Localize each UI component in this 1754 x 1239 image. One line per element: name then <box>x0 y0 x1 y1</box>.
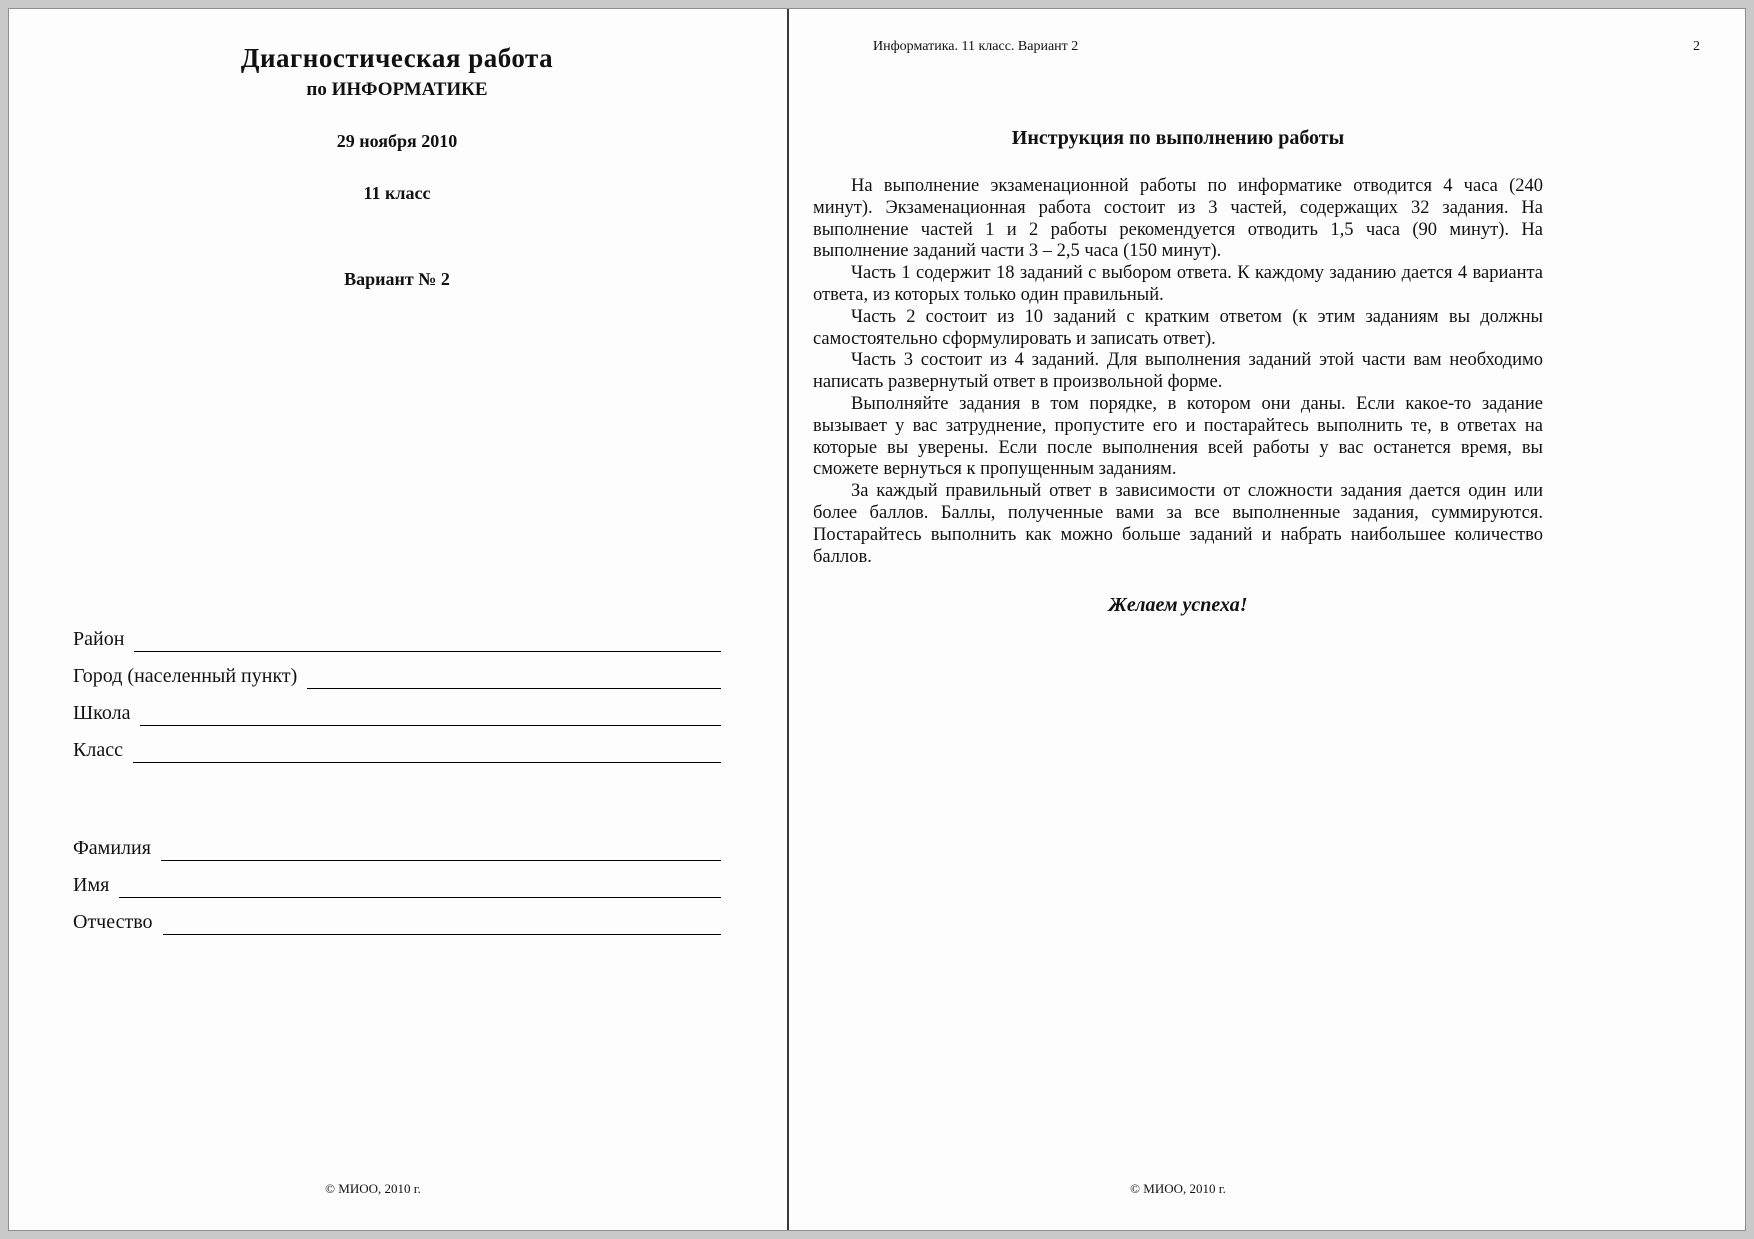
cover-page <box>9 9 787 1230</box>
running-header <box>873 39 1700 55</box>
field-row-district <box>73 615 721 652</box>
field-row-class <box>73 726 721 763</box>
field-label-district: Район <box>73 628 125 650</box>
copyright-footer-left: © МИОО, 2010 г. <box>325 1181 421 1196</box>
good-luck-message: Желаем успеха! <box>1108 594 1248 617</box>
person-fields <box>73 824 721 935</box>
field-blank-line <box>119 861 721 898</box>
field-label-surname: Фамилия <box>73 837 151 859</box>
field-row-patronymic <box>73 898 721 935</box>
location-fields <box>73 615 721 763</box>
field-label-firstname: Имя <box>73 874 110 896</box>
instructions-heading: Инструкция по выполнению работы <box>1011 127 1345 149</box>
field-blank-line <box>161 824 721 861</box>
instruction-paragraph: За каждый правильный ответ в зависимости от сложности задания дается один или более баллов. Баллы, полученные вами за все выполненные задания, суммируются. Постарайтесь выполнить как можно больше заданий и набрать наибольшее количество баллов. <box>813 481 1543 567</box>
instructions-text-column <box>813 127 1543 617</box>
paper-spread <box>8 8 1746 1231</box>
page-number: 2 <box>1693 39 1700 54</box>
field-row-city <box>73 652 721 689</box>
grade-label: 11 класс <box>363 183 431 203</box>
field-blank-line <box>163 898 721 935</box>
field-label-class: Класс <box>73 739 123 761</box>
instructions-page <box>789 9 1745 1230</box>
running-header-title: Информатика. 11 класс. Вариант 2 <box>873 39 1079 54</box>
instruction-paragraph: Часть 3 состоит из 4 заданий. Для выполнения заданий этой части вам необходимо написать развернутый ответ в произвольной форме. <box>813 350 1543 393</box>
instruction-paragraph: Выполняйте задания в том порядке, в котором они даны. Если какое-то задание вызывает у вас затруднение, пропустите его и постарайтесь выполнить те, в ответах на которые вы уверены. Если после выполнения всей работы у вас останется время, вы сможете вернуться к пропущенным заданиям. <box>813 393 1543 480</box>
instruction-paragraph: Часть 1 содержит 18 заданий с выбором ответа. К каждому заданию дается 4 варианта ответа, из которых только один правильный. <box>813 263 1543 305</box>
field-blank-line <box>140 689 721 726</box>
document-subtitle: по ИНФОРМАТИКЕ <box>306 79 488 100</box>
field-blank-line <box>133 726 721 763</box>
field-row-surname <box>73 824 721 861</box>
field-blank-line <box>307 652 721 689</box>
exam-date: 29 ноября 2010 <box>336 131 458 151</box>
instruction-paragraph: На выполнение экзаменационной работы по информатике отводится 4 часа (240 минут). Экзаменационная работа состоит из 3 частей, содержащих 32 задания. На выполнение частей 1 и 2 работы рекомендуется отводить 1,5 часа (90 минут). На выполнение заданий части 3 – 2,5 часа (150 минут). <box>813 176 1543 262</box>
field-label-school: Школа <box>73 702 131 724</box>
document-title: Диагностическая работа <box>240 43 554 73</box>
copyright-footer-right: © МИОО, 2010 г. <box>1130 1181 1226 1196</box>
field-label-patronymic: Отчество <box>73 911 153 933</box>
variant-label: Вариант № 2 <box>344 269 450 289</box>
field-label-city: Город (населенный пункт) <box>73 665 298 687</box>
field-blank-line <box>134 615 721 652</box>
field-row-firstname <box>73 861 721 898</box>
instruction-paragraph: Часть 2 состоит из 10 заданий с кратким ответом (к этим заданиям вы должны самостоятельно сформулировать и записать ответ). <box>813 306 1543 349</box>
field-row-school <box>73 689 721 726</box>
